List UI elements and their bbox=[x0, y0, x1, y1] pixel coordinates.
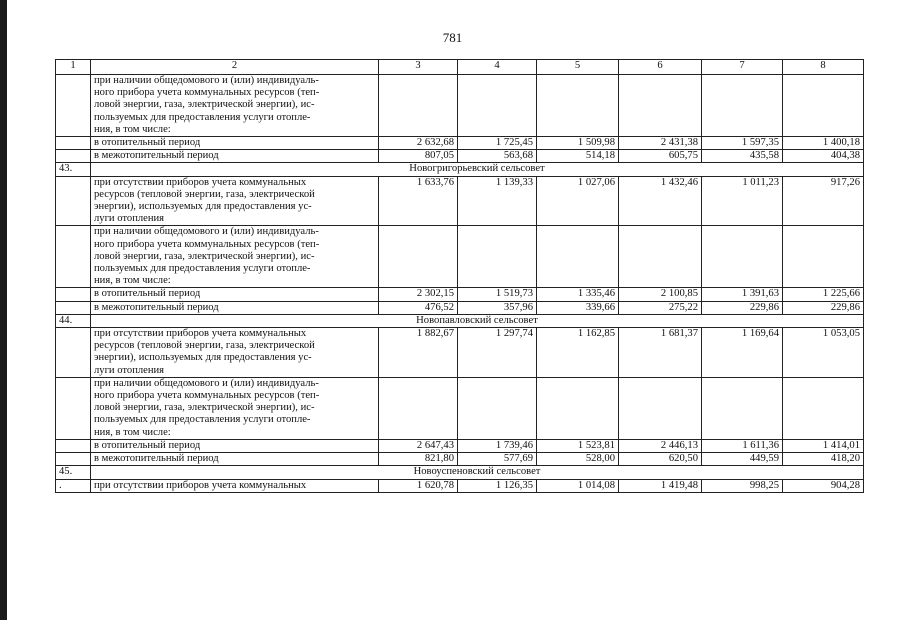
value-cell: 2 446,13 bbox=[619, 439, 702, 452]
row-number bbox=[56, 301, 91, 314]
value-cell: 904,28 bbox=[783, 479, 864, 492]
table-row bbox=[56, 176, 864, 226]
section-title: Новопавловский сельсовет bbox=[91, 314, 864, 327]
description-line: ловой энергии, газа, электрической энергии), ис- bbox=[94, 99, 315, 111]
tariff-table bbox=[55, 59, 864, 493]
table-row bbox=[56, 288, 864, 301]
value-cell: 528,00 bbox=[537, 453, 619, 466]
value-cell bbox=[458, 75, 537, 137]
value-cell: 435,58 bbox=[702, 150, 783, 163]
description-line: при наличии общедомового и (или) индивидуаль- bbox=[94, 226, 319, 238]
value-cell bbox=[537, 226, 619, 288]
table-row bbox=[56, 453, 864, 466]
value-cell: 998,25 bbox=[702, 479, 783, 492]
description-line: в отопительный период bbox=[94, 288, 201, 300]
value-cell bbox=[702, 226, 783, 288]
value-cell: 1 027,06 bbox=[537, 176, 619, 226]
row-number bbox=[56, 176, 91, 226]
table-row bbox=[56, 479, 864, 492]
description-line: пользуемых для предоставления услуги отопле- bbox=[94, 414, 311, 426]
value-cell bbox=[619, 226, 702, 288]
value-cell: 1 053,05 bbox=[783, 328, 864, 378]
value-cell: 275,22 bbox=[619, 301, 702, 314]
description-line: ния, в том числе: bbox=[94, 123, 171, 135]
value-cell: 357,96 bbox=[458, 301, 537, 314]
value-cell: 514,18 bbox=[537, 150, 619, 163]
value-cell bbox=[379, 226, 458, 288]
description-line: в межотопительный период bbox=[94, 453, 219, 465]
description-line: ния, в том числе: bbox=[94, 426, 171, 438]
row-description bbox=[91, 453, 379, 466]
row-number bbox=[56, 377, 91, 439]
description-line: при отсутствии приборов учета коммунальных bbox=[94, 479, 307, 491]
value-cell bbox=[702, 377, 783, 439]
row-number bbox=[56, 150, 91, 163]
section-row bbox=[56, 314, 864, 327]
description-line: при отсутствии приборов учета коммунальных bbox=[94, 328, 307, 340]
value-cell: 1 739,46 bbox=[458, 439, 537, 452]
header-cell: 4 bbox=[458, 60, 537, 75]
header-cell: 7 bbox=[702, 60, 783, 75]
value-cell: 917,26 bbox=[783, 176, 864, 226]
page-number: 781 bbox=[442, 30, 463, 45]
value-cell: 339,66 bbox=[537, 301, 619, 314]
row-number: 44. bbox=[56, 314, 91, 327]
description-line: ресурсов (тепловой энергии, газа, электрической bbox=[94, 340, 315, 352]
row-number bbox=[56, 226, 91, 288]
row-number bbox=[56, 288, 91, 301]
description-line: при отсутствии приборов учета коммунальных bbox=[94, 176, 307, 188]
value-cell: 1 681,37 bbox=[619, 328, 702, 378]
value-cell: 1 419,48 bbox=[619, 479, 702, 492]
row-number bbox=[56, 75, 91, 137]
header-row bbox=[56, 60, 864, 75]
value-cell bbox=[379, 75, 458, 137]
value-cell: 807,05 bbox=[379, 150, 458, 163]
value-cell: 418,20 bbox=[783, 453, 864, 466]
value-cell bbox=[619, 377, 702, 439]
value-cell: 2 647,43 bbox=[379, 439, 458, 452]
value-cell: 1 523,81 bbox=[537, 439, 619, 452]
table-body bbox=[56, 75, 864, 493]
value-cell: 404,38 bbox=[783, 150, 864, 163]
row-number bbox=[56, 328, 91, 378]
description-line: при наличии общедомового и (или) индивидуаль- bbox=[94, 377, 319, 389]
table-row bbox=[56, 75, 864, 137]
value-cell: 1 620,78 bbox=[379, 479, 458, 492]
row-number bbox=[56, 453, 91, 466]
value-cell bbox=[783, 226, 864, 288]
section-row bbox=[56, 466, 864, 479]
value-cell: 1 391,63 bbox=[702, 288, 783, 301]
value-cell: 476,52 bbox=[379, 301, 458, 314]
value-cell: 1 139,33 bbox=[458, 176, 537, 226]
header-cell: 1 bbox=[56, 60, 91, 75]
header-cell: 5 bbox=[537, 60, 619, 75]
header-cell: 2 bbox=[91, 60, 379, 75]
description-line: энергии), используемых для предоставления ус- bbox=[94, 352, 312, 364]
description-line: ресурсов (тепловой энергии, газа, электрической bbox=[94, 188, 315, 200]
description-line: ного прибора учета коммунальных ресурсов (теп- bbox=[94, 390, 320, 402]
table-row bbox=[56, 137, 864, 150]
row-number bbox=[56, 137, 91, 150]
value-cell: 1 126,35 bbox=[458, 479, 537, 492]
value-cell: 2 100,85 bbox=[619, 288, 702, 301]
header-cell: 6 bbox=[619, 60, 702, 75]
row-description bbox=[91, 328, 379, 378]
value-cell bbox=[783, 75, 864, 137]
table-row bbox=[56, 150, 864, 163]
value-cell: 1 011,23 bbox=[702, 176, 783, 226]
description-line: в межотопительный период bbox=[94, 150, 219, 162]
value-cell: 1 335,46 bbox=[537, 288, 619, 301]
description-line: при наличии общедомового и (или) индивидуаль- bbox=[94, 75, 319, 86]
description-line: ловой энергии, газа, электрической энергии), ис- bbox=[94, 402, 315, 414]
description-line: пользуемых для предоставления услуги отопле- bbox=[94, 263, 311, 275]
value-cell bbox=[783, 377, 864, 439]
value-cell bbox=[702, 75, 783, 137]
value-cell: 605,75 bbox=[619, 150, 702, 163]
description-line: ловой энергии, газа, электрической энергии), ис- bbox=[94, 250, 315, 262]
value-cell: 1 297,74 bbox=[458, 328, 537, 378]
description-line: луги отопления bbox=[94, 213, 165, 225]
value-cell: 1 725,45 bbox=[458, 137, 537, 150]
value-cell: 1 169,64 bbox=[702, 328, 783, 378]
row-description bbox=[91, 288, 379, 301]
value-cell: 1 400,18 bbox=[783, 137, 864, 150]
value-cell: 1 519,73 bbox=[458, 288, 537, 301]
value-cell: 821,80 bbox=[379, 453, 458, 466]
row-description bbox=[91, 75, 379, 137]
value-cell: 1 414,01 bbox=[783, 439, 864, 452]
description-line: в отопительный период bbox=[94, 439, 201, 451]
section-row bbox=[56, 163, 864, 176]
value-cell: 1 432,46 bbox=[619, 176, 702, 226]
value-cell bbox=[537, 75, 619, 137]
row-description bbox=[91, 150, 379, 163]
row-description bbox=[91, 226, 379, 288]
description-line: ного прибора учета коммунальных ресурсов (теп- bbox=[94, 238, 320, 250]
table-row bbox=[56, 226, 864, 288]
row-description bbox=[91, 301, 379, 314]
value-cell: 2 632,68 bbox=[379, 137, 458, 150]
table-row bbox=[56, 301, 864, 314]
value-cell: 1 509,98 bbox=[537, 137, 619, 150]
value-cell: 563,68 bbox=[458, 150, 537, 163]
value-cell: 229,86 bbox=[783, 301, 864, 314]
value-cell: 577,69 bbox=[458, 453, 537, 466]
value-cell: 1 611,36 bbox=[702, 439, 783, 452]
value-cell: 1 162,85 bbox=[537, 328, 619, 378]
table-row bbox=[56, 377, 864, 439]
value-cell: 2 302,15 bbox=[379, 288, 458, 301]
value-cell bbox=[458, 377, 537, 439]
row-description bbox=[91, 176, 379, 226]
row-description bbox=[91, 479, 379, 492]
value-cell bbox=[458, 226, 537, 288]
row-description bbox=[91, 377, 379, 439]
row-number: . bbox=[56, 479, 91, 492]
description-line: ния, в том числе: bbox=[94, 275, 171, 287]
row-number: 45. bbox=[56, 466, 91, 479]
header-cell: 3 bbox=[379, 60, 458, 75]
value-cell: 1 633,76 bbox=[379, 176, 458, 226]
description-line: в межотопительный период bbox=[94, 301, 219, 313]
value-cell: 620,50 bbox=[619, 453, 702, 466]
scan-edge-bar bbox=[0, 0, 7, 620]
value-cell: 1 225,66 bbox=[783, 288, 864, 301]
description-line: в отопительный период bbox=[94, 137, 201, 149]
value-cell bbox=[537, 377, 619, 439]
description-line: ного прибора учета коммунальных ресурсов (теп- bbox=[94, 87, 320, 99]
section-title: Новогригорьевский сельсовет bbox=[91, 163, 864, 176]
row-description bbox=[91, 439, 379, 452]
description-line: луги отопления bbox=[94, 364, 165, 376]
value-cell: 1 014,08 bbox=[537, 479, 619, 492]
value-cell: 2 431,38 bbox=[619, 137, 702, 150]
value-cell: 1 597,35 bbox=[702, 137, 783, 150]
description-line: энергии), используемых для предоставления ус- bbox=[94, 201, 312, 213]
value-cell: 229,86 bbox=[702, 301, 783, 314]
value-cell bbox=[619, 75, 702, 137]
row-number bbox=[56, 439, 91, 452]
value-cell bbox=[379, 377, 458, 439]
value-cell: 1 882,67 bbox=[379, 328, 458, 378]
row-number: 43. bbox=[56, 163, 91, 176]
description-line: пользуемых для предоставления услуги отопле- bbox=[94, 111, 311, 123]
section-title: Новоуспеновский сельсовет bbox=[91, 466, 864, 479]
table-row bbox=[56, 439, 864, 452]
header-cell: 8 bbox=[783, 60, 864, 75]
table-row bbox=[56, 328, 864, 378]
value-cell: 449,59 bbox=[702, 453, 783, 466]
row-description bbox=[91, 137, 379, 150]
